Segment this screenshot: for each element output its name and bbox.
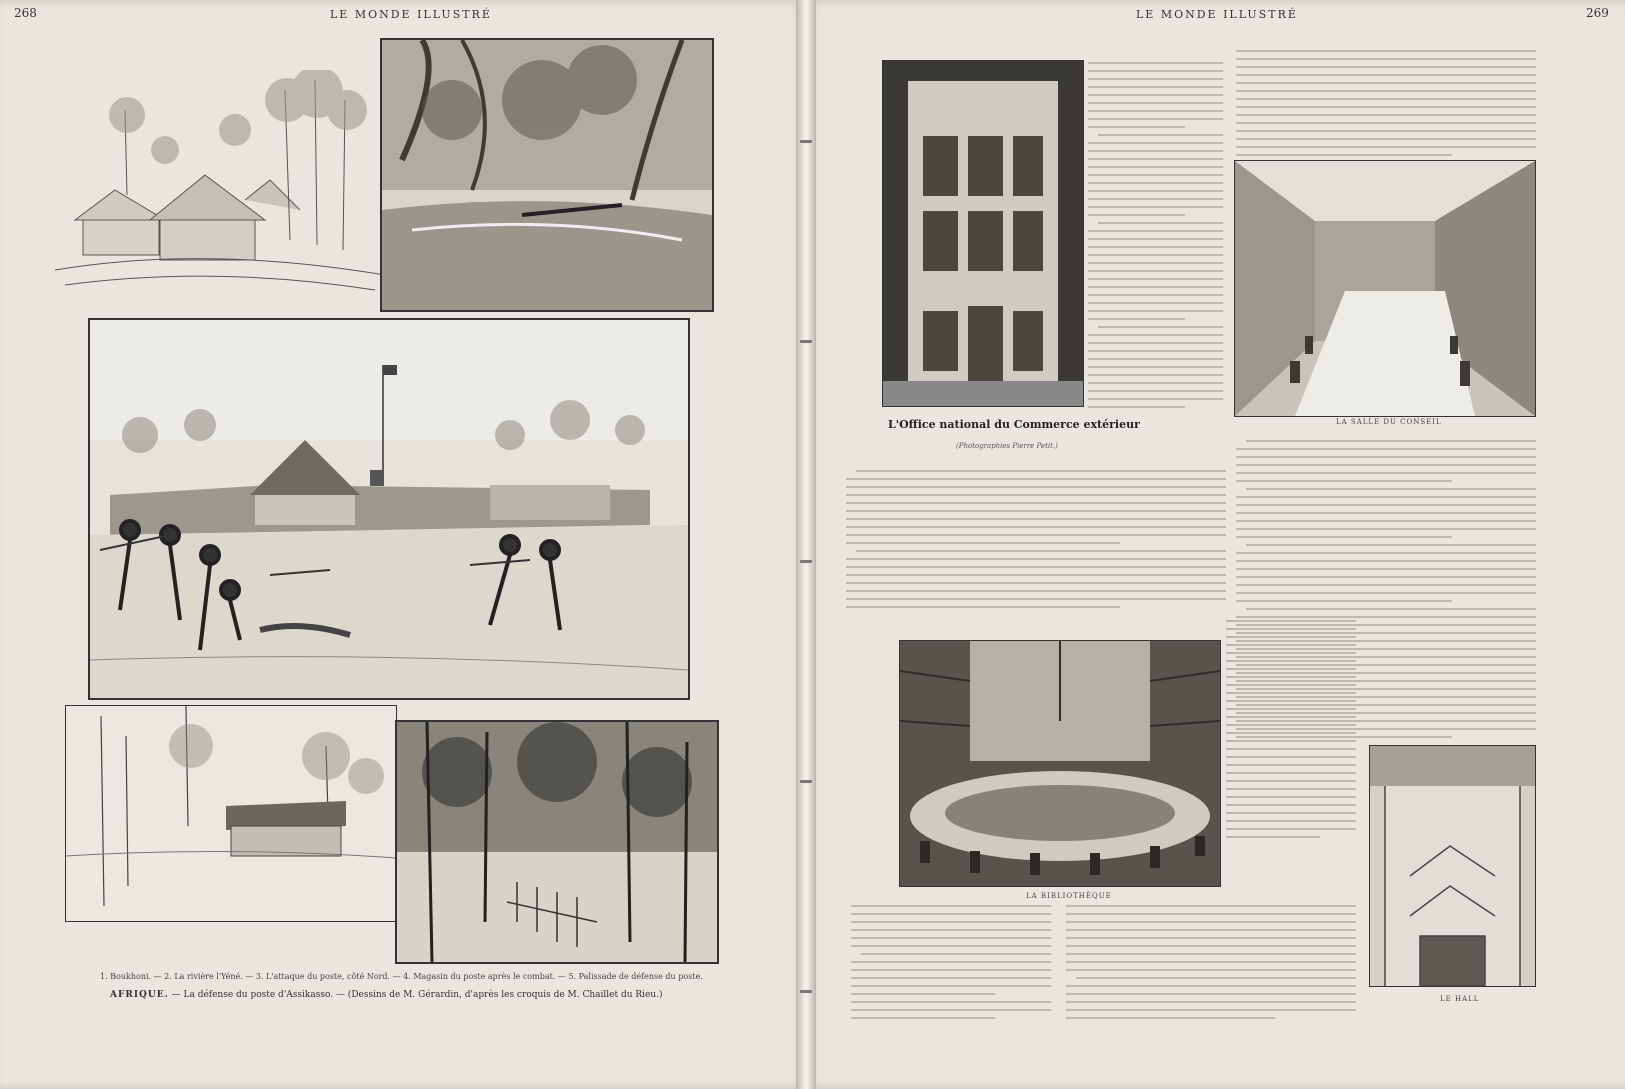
illustration-post-building bbox=[65, 705, 397, 922]
illustration-forest-river bbox=[380, 38, 714, 312]
article-headline: L'Office national du Commerce extérieur bbox=[888, 418, 1140, 431]
council-room-caption: LA SALLE DU CONSEIL bbox=[1336, 418, 1442, 426]
binding-stitch bbox=[800, 990, 812, 993]
binding-stitch bbox=[800, 780, 812, 783]
illustration-palisade bbox=[395, 720, 719, 964]
photo-library bbox=[899, 640, 1221, 887]
caption-label: AFRIQUE. bbox=[110, 990, 169, 1000]
left-page bbox=[0, 0, 806, 1089]
left-running-head: LE MONDE ILLUSTRÉ bbox=[330, 8, 492, 21]
binding-stitch bbox=[800, 340, 812, 343]
right-page bbox=[806, 0, 1625, 1089]
library-caption: LA BIBLIOTHÈQUE bbox=[1026, 892, 1112, 900]
caption-title: — La défense du poste d'Assikasso. — (Dessins de M. Gérardin, d'après les croquis de M. Chaillet du Rieu.) bbox=[171, 990, 663, 1000]
right-folio: 269 bbox=[1586, 6, 1609, 20]
left-folio: 268 bbox=[14, 6, 37, 20]
body-text-column-top-middle bbox=[1088, 62, 1223, 414]
hall-caption: LE HALL bbox=[1440, 995, 1480, 1003]
illustration-key-caption: 1. Boukhoni. — 2. La rivière l'Yéné. — 3. L'attaque du poste, côté Nord. — 4. Magasin du poste après le combat. — 5. Palissade de défense du poste. bbox=[100, 972, 703, 981]
photo-council-room bbox=[1234, 160, 1536, 417]
binding-stitch bbox=[800, 560, 812, 563]
illustration-attack-on-post bbox=[88, 318, 690, 700]
binding-gutter bbox=[796, 0, 816, 1089]
body-text-column-narrow bbox=[1226, 620, 1356, 844]
right-running-head: LE MONDE ILLUSTRÉ bbox=[1136, 8, 1298, 21]
photo-credit: (Photographies Pierre Petit.) bbox=[956, 442, 1058, 450]
body-text-column-top-right bbox=[1236, 50, 1536, 162]
illustration-huts bbox=[55, 70, 385, 305]
photo-building-facade bbox=[882, 60, 1084, 407]
body-text-column-bottom-left bbox=[851, 905, 1051, 1025]
body-text-column-left-mid bbox=[846, 470, 1226, 614]
illustration-main-caption bbox=[110, 990, 663, 1000]
binding-stitch bbox=[800, 140, 812, 143]
photo-hall bbox=[1369, 745, 1536, 987]
body-text-column-bottom-middle bbox=[1066, 905, 1356, 1025]
